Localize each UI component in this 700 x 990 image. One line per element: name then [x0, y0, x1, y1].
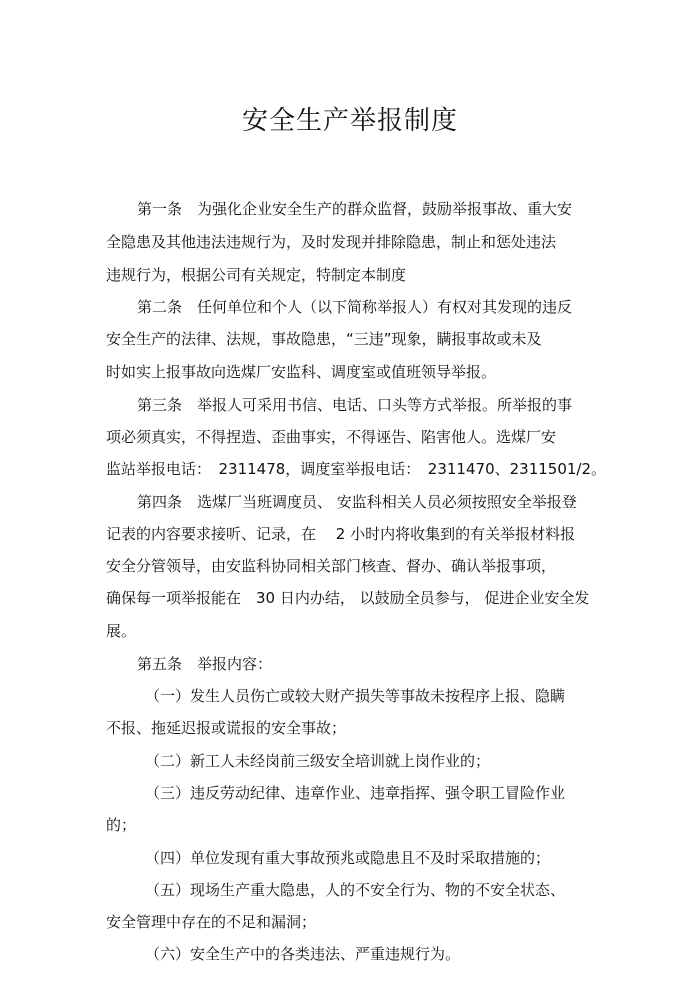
content-item-1-line-2: 不报、拖延迟报或谎报的安全事故；: [106, 719, 347, 737]
page-title: 安全生产举报制度: [241, 106, 458, 136]
content-item-4: （四）单位发现有重大事故预兆或隐患且不及时采取措施的；: [145, 849, 551, 867]
content-item-5-line-2: 安全管理中存在的不足和漏洞；: [106, 913, 317, 931]
article-2-line-2: 安全生产的法律、法规，事故隐患，“三违”现象，瞒报事故或未及: [106, 330, 542, 348]
article-1-line-3: 违规行为，根据公司有关规定，特制定本制度: [106, 266, 407, 284]
article-4-line-4: 确保每一项举报能在 30 日内办结， 以鼓励全员参与， 促进企业安全发: [106, 589, 590, 607]
content-item-6: （六）安全生产中的各类违法、严重违规行为。: [145, 945, 461, 963]
article-3-line-3: 监站举报电话： 2311478，调度室举报电话： 2311470、2311501/2。: [106, 460, 607, 478]
article-4-line-3: 安全分管领导，由安监科协同相关部门核查、督办、确认举报事项，: [106, 557, 557, 575]
article-1-line-2: 全隐患及其他违法违规行为，及时发现并排除隐患，制止和惩处违法: [106, 233, 557, 251]
content-item-2: （二）新工人未经岗前三级安全培训就上岗作业的；: [145, 752, 491, 770]
content-item-3-line-2: 的；: [106, 816, 137, 834]
article-2-line-3: 时如实上报事故向选煤厂安监科、调度室或值班领导举报。: [106, 363, 497, 381]
article-3-line-2: 项必须真实，不得捏造、歪曲事实，不得诬告、陷害他人。选煤厂安: [106, 428, 557, 446]
article-5-heading: 第五条 举报内容：: [137, 655, 273, 673]
content-item-1-line-1: （一）发生人员伤亡或较大财产损失等事故未按程序上报、隐瞒: [145, 687, 566, 705]
article-4-line-2: 记表的内容要求接听、记录，在 2 小时内将收集到的有关举报材料报: [106, 525, 576, 543]
content-item-5-line-1: （五）现场生产重大隐患，人的不安全行为、物的不安全状态、: [145, 881, 566, 899]
article-4-line-5: 展。: [106, 622, 137, 640]
content-item-3-line-1: （三）违反劳动纪律、违章作业、违章指挥、强令职工冒险作业: [145, 784, 566, 802]
article-2-line-1: 第二条 任何单位和个人（以下简称举报人）有权对其发现的违反: [137, 298, 573, 316]
article-1-line-1: 第一条 为强化企业安全生产的群众监督，鼓励举报事故、重大安: [137, 200, 573, 218]
article-3-line-1: 第三条 举报人可采用书信、电话、口头等方式举报。所举报的事: [137, 396, 573, 414]
article-4-line-1: 第四条 选煤厂当班调度员、 安监科相关人员必须按照安全举报登: [137, 493, 577, 511]
